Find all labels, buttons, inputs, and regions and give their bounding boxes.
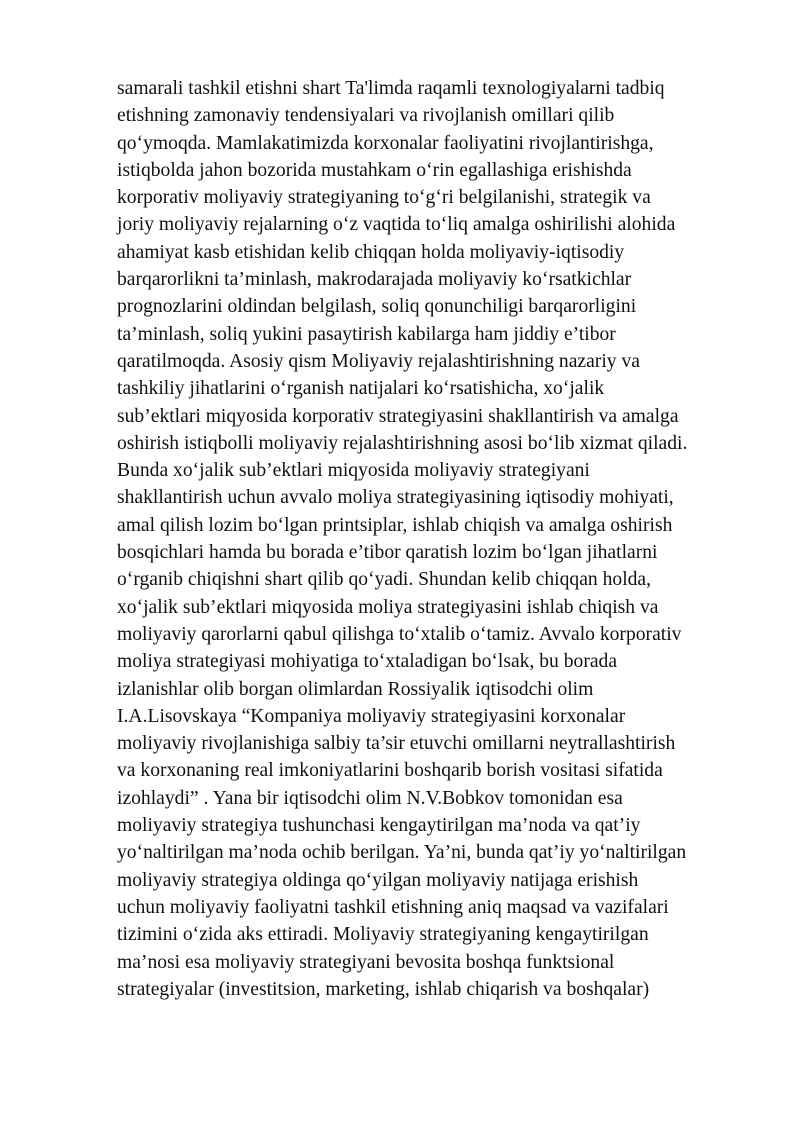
text-line: istiqbolda jahon bozorida mustahkam o‘rin egallashiga erishishda: [117, 159, 632, 181]
text-line: qaratilmoqda. Asosiy qism Moliyaviy rejalashtirishning nazariy va: [117, 350, 640, 372]
text-line: moliya strategiyasi mohiyatiga to‘xtaladigan bo‘lsak, bu borada: [117, 651, 618, 673]
text-line: tizimini o‘zida aks ettiradi. Moliyaviy strategiyaning kengaytirilgan: [117, 924, 649, 946]
text-line: etishning zamonaviy tendensiyalari va rivojlanish omillari qilib: [117, 105, 615, 127]
text-line: uchun moliyaviy faoliyatni tashkil etishning aniq maqsad va vazifalari: [117, 896, 669, 918]
text-line: amal qilish lozim bo‘lgan printsiplar, ishlab chiqish va amalga oshirish: [117, 514, 673, 536]
text-line: moliyaviy rivojlanishiga salbiy ta’sir etuvchi omillarni neytrallashtirish: [117, 733, 676, 755]
text-line: bosqichlari hamda bu borada e’tibor qaratish lozim bo‘lgan jihatlarni: [117, 542, 658, 564]
text-line: moliyaviy strategiya oldinga qo‘yilgan moliyaviy natijaga erishish: [117, 869, 639, 891]
text-line: Bunda xo‘jalik sub’ektlari miqyosida moliyaviy strategiyani: [117, 460, 590, 482]
text-line: qo‘ymoqda. Mamlakatimizda korxonalar faoliyatini rivojlantirishga,: [117, 132, 654, 154]
text-line: korporativ moliyaviy strategiyaning to‘g‘ri belgilanishi, strategik va: [117, 187, 651, 209]
text-line: sub’ektlari miqyosida korporativ strategiyasini shakllantirish va amalga: [117, 405, 679, 427]
text-line: moliyaviy qarorlarni qabul qilishga to‘xtalib o‘tamiz. Avvalo korporativ: [117, 623, 682, 645]
text-line: o‘rganib chiqishni shart qilib qo‘yadi. Shundan kelib chiqqan holda,: [117, 569, 652, 591]
text-line: izlanishlar olib borgan olimlardan Rossiyalik iqtisodchi olim: [117, 678, 594, 700]
text-line: joriy moliyaviy rejalarning o‘z vaqtida to‘liq amalga oshirilishi alohida: [117, 214, 676, 236]
text-line: samarali tashkil etishni shart Ta'limda raqamli texnologiyalarni tadbiq: [117, 78, 665, 99]
text-line: ta’minlash, soliq yukini pasaytirish kabilarga ham jiddiy e’tibor: [117, 323, 616, 345]
text-line: tashkiliy jihatlarini o‘rganish natijalari ko‘rsatishicha, xo‘jalik: [117, 378, 605, 400]
text-line: barqarorlikni ta’minlash, makrodarajada moliyaviy ko‘rsatkichlar: [117, 269, 632, 291]
body-text: [117, 75, 757, 1003]
text-line: xo‘jalik sub’ektlari miqyosida moliya strategiyasini ishlab chiqish va: [117, 596, 659, 618]
text-line: I.A.Lisovskaya “Kompaniya moliyaviy strategiyasini korxonalar: [117, 705, 626, 727]
text-line: va korxonaning real imkoniyatlarini boshqarib borish vositasi sifatida: [117, 760, 663, 782]
text-line: yo‘naltirilgan ma’noda ochib berilgan. Ya’ni, bunda qat’iy yo‘naltirilgan: [117, 842, 687, 864]
text-line: moliyaviy strategiya tushunchasi kengaytirilgan ma’noda va qat’iy: [117, 815, 641, 837]
text-line: oshirish istiqbolli moliyaviy rejalashtirishning asosi bo‘lib xizmat qiladi.: [117, 432, 688, 454]
text-line: prognozlarini oldindan belgilash, soliq qonunchiligi barqarorligini: [117, 296, 637, 318]
text-line: ahamiyat kasb etishidan kelib chiqqan holda moliyaviy-iqtisodiy: [117, 241, 625, 263]
text-line: ma’nosi esa moliyaviy strategiyani bevosita boshqa funktsional: [117, 951, 615, 973]
text-line: strategiyalar (investitsion, marketing, ishlab chiqarish va boshqalar): [117, 978, 650, 1000]
text-line: izohlaydi” . Yana bir iqtisodchi olim N.V.Bobkov tomonidan esa: [117, 787, 623, 809]
text-line: shakllantirish uchun avvalo moliya strategiyasining iqtisodiy mohiyati,: [117, 487, 674, 509]
